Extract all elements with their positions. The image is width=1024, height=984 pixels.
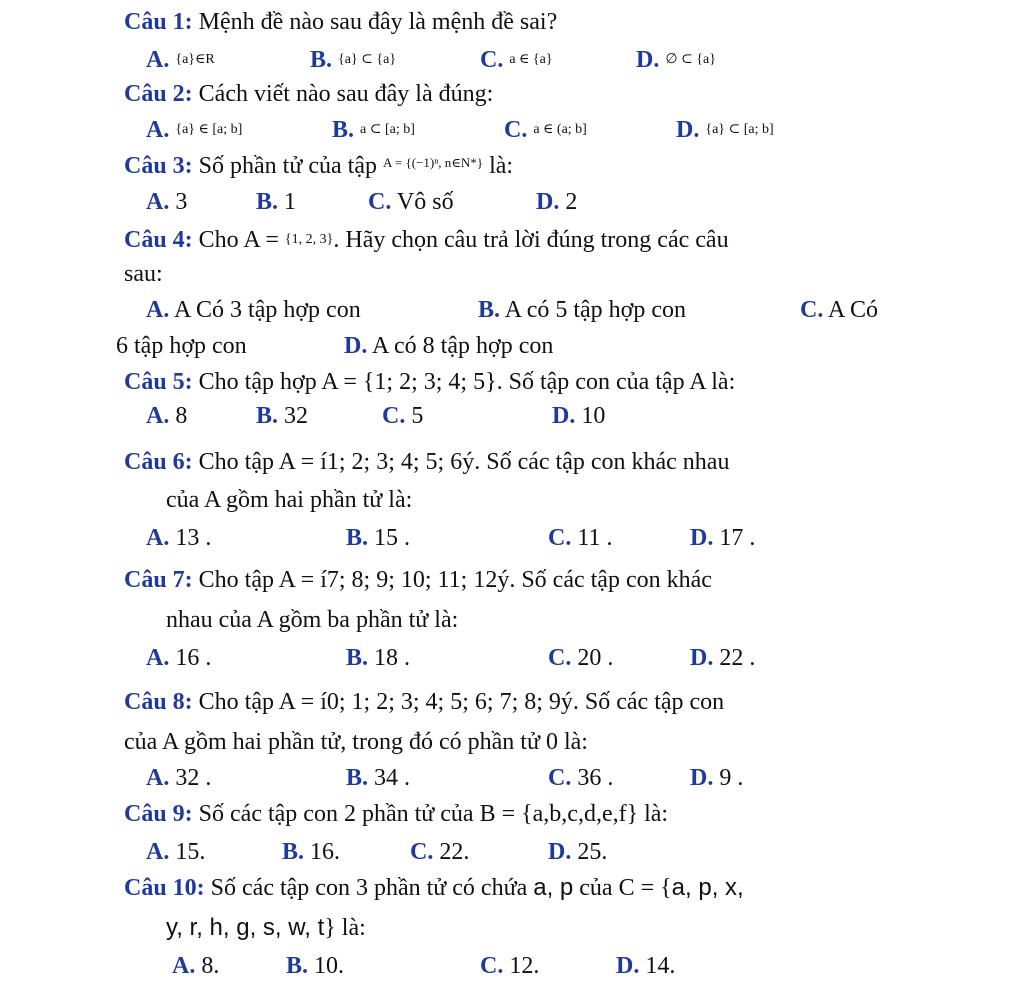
q1-option-d-value: ∅ ⊂ {a} xyxy=(665,52,716,67)
q8-option-b xyxy=(346,766,410,790)
q2-option-b-key: B. xyxy=(332,117,355,143)
q1-option-b-key: B. xyxy=(310,47,333,73)
question-1-text: Mệnh đề nào sau đây là mệnh đề sai? xyxy=(192,9,558,35)
q2-option-c-value: a ∈ (a; b] xyxy=(533,122,587,137)
q5-option-c-value: 5 xyxy=(405,403,424,429)
question-9-text: Số các tập con 2 phần tử của B = {a,b,c,d,e,f} là: xyxy=(192,801,669,827)
q2-option-b xyxy=(332,118,415,142)
q10-option-a xyxy=(172,954,219,978)
question-10-label: Câu 10: xyxy=(124,875,205,901)
question-5 xyxy=(124,370,735,394)
question-4-text-2: . Hãy chọn câu trả lời đúng trong các câu xyxy=(333,227,729,253)
question-7-label: Câu 7: xyxy=(124,567,193,593)
q5-option-a-key: A. xyxy=(146,403,170,429)
q8-option-a-value: 32 . xyxy=(169,765,212,791)
q9-option-d-key: D. xyxy=(548,839,572,865)
question-7-line-2: nhau của A gồm ba phần tử là: xyxy=(166,607,459,633)
q6-option-a-key: A. xyxy=(146,525,170,551)
q8-option-d-value: 9 . xyxy=(713,765,744,791)
q4-option-a-value: A Có 3 tập hợp con xyxy=(169,297,361,323)
q4-option-b-value: A có 5 tập hợp con xyxy=(500,297,687,323)
q10-option-d-value: 14. xyxy=(639,953,676,979)
q7-option-a-key: A. xyxy=(146,645,170,671)
question-3-label: Câu 3: xyxy=(124,153,193,179)
q9-option-b-key: B. xyxy=(282,839,305,865)
question-3 xyxy=(124,154,513,178)
q2-option-d-key: D. xyxy=(676,117,700,143)
q6-option-c xyxy=(548,526,612,550)
q7-option-b-key: B. xyxy=(346,645,369,671)
q1-option-d xyxy=(636,48,716,72)
q2-option-a-value: {a} ∈ [a; b] xyxy=(175,122,243,137)
q2-option-a xyxy=(146,118,242,142)
question-5-label: Câu 5: xyxy=(124,369,193,395)
question-6-line-2: của A gồm hai phần tử là: xyxy=(166,487,413,513)
q4-option-d-value: A có 8 tập hợp con xyxy=(367,333,554,359)
question-4-label: Câu 4: xyxy=(124,227,193,253)
q6-option-d-value: 17 . xyxy=(713,525,756,551)
q9-option-c xyxy=(410,840,469,864)
question-10 xyxy=(124,876,744,900)
q7-option-a xyxy=(146,646,211,670)
q7-option-b-value: 18 . xyxy=(368,645,411,671)
q5-option-a xyxy=(146,404,187,428)
q10-option-b-key: B. xyxy=(286,953,309,979)
question-4-text: Cho A = xyxy=(192,227,285,253)
q3-option-d-key: D. xyxy=(536,189,560,215)
q3-option-c xyxy=(368,190,454,214)
question-3-text: Số phần tử của tập xyxy=(192,153,383,179)
question-9-label: Câu 9: xyxy=(124,801,193,827)
q4-option-a-key: A. xyxy=(146,297,170,323)
q7-option-d xyxy=(690,646,755,670)
question-8-label: Câu 8: xyxy=(124,689,193,715)
question-3-tail: là: xyxy=(483,153,514,179)
q3-option-b xyxy=(256,190,296,214)
q4-option-c-value: A Có xyxy=(823,297,879,323)
q10-option-c-value: 12. xyxy=(503,953,540,979)
q5-option-d-key: D. xyxy=(552,403,576,429)
q2-option-d-value: {a} ⊂ [a; b] xyxy=(705,122,774,137)
q1-option-b-value: {a} ⊂ {a} xyxy=(338,52,397,67)
q3-option-d xyxy=(536,190,577,214)
q7-option-c-key: C. xyxy=(548,645,572,671)
q2-option-a-key: A. xyxy=(146,117,170,143)
q1-option-a xyxy=(146,48,215,72)
q3-option-a xyxy=(146,190,187,214)
q4-option-d xyxy=(344,334,553,358)
question-2 xyxy=(124,82,493,106)
question-4-line-2: sau: xyxy=(124,261,163,287)
question-10-tail: } là: xyxy=(324,915,366,941)
question-7 xyxy=(124,568,712,592)
q7-option-c xyxy=(548,646,613,670)
q5-option-d xyxy=(552,404,605,428)
q9-option-a-value: 15. xyxy=(169,839,206,865)
q9-option-a xyxy=(146,840,205,864)
question-4 xyxy=(124,228,729,252)
question-4-set: {1, 2, 3} xyxy=(284,232,334,247)
question-8-text: Cho tập A = í0; 1; 2; 3; 4; 5; 6; 7; 8; 9ý. Số các tập con xyxy=(192,689,725,715)
question-6-text: Cho tập A = í1; 2; 3; 4; 5; 6ý. Số các tập con khác nhau xyxy=(192,449,730,475)
q10-option-b-value: 10. xyxy=(308,953,345,979)
q9-option-d-value: 25. xyxy=(571,839,608,865)
q3-option-c-value: Vô số xyxy=(391,189,454,215)
q5-option-c-key: C. xyxy=(382,403,406,429)
q3-option-b-value: 1 xyxy=(278,189,297,215)
q6-option-a-value: 13 . xyxy=(169,525,212,551)
q4-option-b-key: B. xyxy=(478,297,501,323)
q7-option-b xyxy=(346,646,410,670)
q2-option-c-key: C. xyxy=(504,117,528,143)
q8-option-a-key: A. xyxy=(146,765,170,791)
question-9 xyxy=(124,802,668,826)
q5-option-b xyxy=(256,404,308,428)
q10-option-a-value: 8. xyxy=(195,953,220,979)
question-3-set: A = {(−1)ⁿ, n∈N*} xyxy=(382,155,484,170)
q1-option-b xyxy=(310,48,396,72)
q9-option-c-value: 22. xyxy=(433,839,470,865)
q1-option-d-key: D. xyxy=(636,47,660,73)
q4-option-c-key: C. xyxy=(800,297,824,323)
q1-option-a-key: A. xyxy=(146,47,170,73)
q5-option-c xyxy=(382,404,423,428)
q8-option-b-key: B. xyxy=(346,765,369,791)
q6-option-d-key: D. xyxy=(690,525,714,551)
q7-option-d-key: D. xyxy=(690,645,714,671)
q4-option-d-key: D. xyxy=(344,333,368,359)
q8-option-a xyxy=(146,766,211,790)
q6-option-c-key: C. xyxy=(548,525,572,551)
q3-option-a-key: A. xyxy=(146,189,170,215)
q4-option-b xyxy=(478,298,686,322)
q7-option-a-value: 16 . xyxy=(169,645,212,671)
q9-option-b-value: 16. xyxy=(304,839,341,865)
q7-option-c-value: 20 . xyxy=(571,645,614,671)
q6-option-d xyxy=(690,526,755,550)
question-10-elements: a, p xyxy=(533,874,574,901)
q8-option-c-key: C. xyxy=(548,765,572,791)
q3-option-b-key: B. xyxy=(256,189,279,215)
q6-option-c-value: 11 . xyxy=(571,525,613,551)
question-2-label: Câu 2: xyxy=(124,81,193,107)
question-10-set: a, p, x, xyxy=(671,874,744,901)
q1-option-c xyxy=(480,48,553,72)
question-7-text: Cho tập A = í7; 8; 9; 10; 11; 12ý. Số các tập con khác xyxy=(192,567,712,593)
q6-option-b-value: 15 . xyxy=(368,525,411,551)
q6-option-a xyxy=(146,526,211,550)
q7-option-d-value: 22 . xyxy=(713,645,756,671)
question-10-text: Số các tập con 3 phần tử có chứa xyxy=(204,875,534,901)
q2-option-b-value: a ⊂ [a; b] xyxy=(360,122,415,137)
q10-option-c xyxy=(480,954,539,978)
q10-option-d-key: D. xyxy=(616,953,640,979)
q8-option-c xyxy=(548,766,613,790)
question-8-line-2: của A gồm hai phần tử, trong đó có phần tử 0 là: xyxy=(124,729,588,755)
question-2-text: Cách viết nào sau đây là đúng: xyxy=(192,81,494,107)
q9-option-a-key: A. xyxy=(146,839,170,865)
q5-option-b-key: B. xyxy=(256,403,279,429)
q10-option-d xyxy=(616,954,675,978)
q8-option-d-key: D. xyxy=(690,765,714,791)
question-10-line-2 xyxy=(166,916,366,940)
q1-option-c-value: a ∈ {a} xyxy=(509,52,553,67)
q8-option-c-value: 36 . xyxy=(571,765,614,791)
q2-option-c xyxy=(504,118,587,142)
q9-option-c-key: C. xyxy=(410,839,434,865)
q10-option-a-key: A. xyxy=(172,953,196,979)
question-10-set-continued: y, r, h, g, s, w, t xyxy=(166,914,325,941)
q3-option-d-value: 2 xyxy=(559,189,578,215)
q10-option-b xyxy=(286,954,344,978)
q9-option-b xyxy=(282,840,340,864)
q10-option-c-key: C. xyxy=(480,953,504,979)
q4-option-c-continued: 6 tập hợp con xyxy=(116,333,247,359)
question-6 xyxy=(124,450,729,474)
q5-option-a-value: 8 xyxy=(169,403,188,429)
q1-option-c-key: C. xyxy=(480,47,504,73)
q3-option-c-key: C. xyxy=(368,189,392,215)
question-1-label: Câu 1: xyxy=(124,9,193,35)
q9-option-d xyxy=(548,840,607,864)
q3-option-a-value: 3 xyxy=(169,189,188,215)
question-8 xyxy=(124,690,724,714)
question-5-text: Cho tập hợp A = {1; 2; 3; 4; 5}. Số tập con của tập A là: xyxy=(192,369,736,395)
q5-option-b-value: 32 xyxy=(278,403,309,429)
q1-option-a-value: {a}∈R xyxy=(175,52,215,67)
q4-option-a xyxy=(146,298,361,322)
q8-option-b-value: 34 . xyxy=(368,765,411,791)
question-10-text-2: của C = { xyxy=(573,875,672,901)
q4-option-c xyxy=(800,298,878,322)
question-6-label: Câu 6: xyxy=(124,449,193,475)
q2-option-d xyxy=(676,118,774,142)
q6-option-b xyxy=(346,526,410,550)
question-1 xyxy=(124,10,557,34)
q8-option-d xyxy=(690,766,743,790)
q6-option-b-key: B. xyxy=(346,525,369,551)
q5-option-d-value: 10 xyxy=(575,403,606,429)
